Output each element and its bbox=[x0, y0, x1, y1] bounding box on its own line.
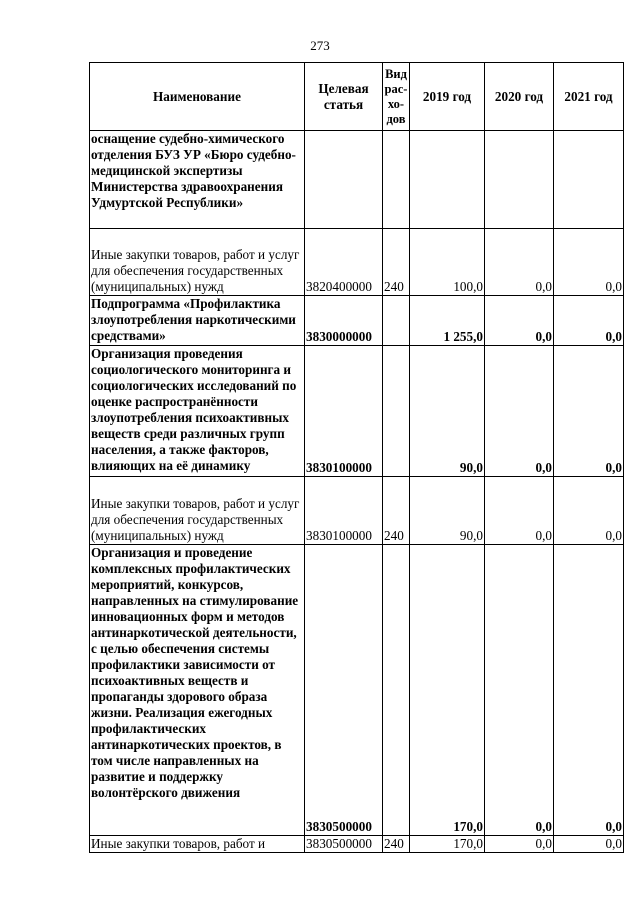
header-code: Целевая статья bbox=[305, 63, 383, 131]
table-header-row bbox=[90, 63, 624, 131]
row-2021: 0,0 bbox=[554, 545, 624, 836]
row-name: Подпрограмма «Профилактика злоупотребления наркотическими средствами» bbox=[90, 296, 305, 346]
table-row bbox=[90, 229, 624, 296]
header-2021: 2021 год bbox=[554, 63, 624, 131]
row-name: оснащение судебно-химического отделения БУЗ УР «Бюро судебно-медицинской экспертизы Министерства здравоохранения Удмуртской Республики» bbox=[90, 131, 305, 229]
row-code: 3830000000 bbox=[305, 296, 383, 346]
row-code: 3820400000 bbox=[305, 229, 383, 296]
table-row bbox=[90, 836, 624, 853]
row-2020: 0,0 bbox=[485, 346, 554, 477]
budget-table bbox=[89, 62, 624, 853]
header-2020: 2020 год bbox=[485, 63, 554, 131]
row-vr bbox=[383, 131, 410, 229]
row-code: 3830100000 bbox=[305, 346, 383, 477]
row-vr: 240 bbox=[383, 229, 410, 296]
row-2020: 0,0 bbox=[485, 296, 554, 346]
row-2019: 100,0 bbox=[410, 229, 485, 296]
row-code: 3830100000 bbox=[305, 477, 383, 545]
header-vid: Вид рас-хо-дов bbox=[383, 63, 410, 131]
row-2021: 0,0 bbox=[554, 836, 624, 853]
row-2021: 0,0 bbox=[554, 346, 624, 477]
row-vr: 240 bbox=[383, 836, 410, 853]
row-name: Иные закупки товаров, работ и услуг для обеспечения государственных (муниципальных) нужд bbox=[90, 477, 305, 545]
table-row bbox=[90, 477, 624, 545]
row-vr: 240 bbox=[383, 477, 410, 545]
row-vr bbox=[383, 545, 410, 836]
row-name: Иные закупки товаров, работ и bbox=[90, 836, 305, 853]
row-2020: 0,0 bbox=[485, 229, 554, 296]
row-2020: 0,0 bbox=[485, 836, 554, 853]
row-2021 bbox=[554, 131, 624, 229]
row-code bbox=[305, 131, 383, 229]
row-2019: 170,0 bbox=[410, 545, 485, 836]
table-row bbox=[90, 296, 624, 346]
row-name: Иные закупки товаров, работ и услуг для обеспечения государственных (муниципальных) нужд bbox=[90, 229, 305, 296]
row-2020 bbox=[485, 131, 554, 229]
row-2019 bbox=[410, 131, 485, 229]
row-2019: 90,0 bbox=[410, 477, 485, 545]
row-2020: 0,0 bbox=[485, 545, 554, 836]
row-code: 3830500000 bbox=[305, 836, 383, 853]
row-2021: 0,0 bbox=[554, 477, 624, 545]
table-row bbox=[90, 131, 624, 229]
row-name: Организация проведения социологического мониторинга и социологических исследований по оценке распространённости злоупотребления психоактивных веществ среди различных групп населения, а также факторов, влияющих на её динамику bbox=[90, 346, 305, 477]
row-2020: 0,0 bbox=[485, 477, 554, 545]
row-2019: 170,0 bbox=[410, 836, 485, 853]
row-code: 3830500000 bbox=[305, 545, 383, 836]
row-vr bbox=[383, 296, 410, 346]
row-name: Организация и проведение комплексных профилактических мероприятий, конкурсов, направленных на стимулирование инновационных форм и методов антинаркотической деятельности, с целью обеспечения системы профилактики зависимости от психоактивных веществ и пропаганды здорового образа жизни. Реализация ежегодных профилактических антинаркотических проектов, в том числе направленных на развитие и поддержку волонтёрского движения bbox=[90, 545, 305, 836]
row-2019: 90,0 bbox=[410, 346, 485, 477]
row-2021: 0,0 bbox=[554, 229, 624, 296]
table-row bbox=[90, 346, 624, 477]
row-vr bbox=[383, 346, 410, 477]
row-2019: 1 255,0 bbox=[410, 296, 485, 346]
page-number: 273 bbox=[310, 38, 330, 53]
header-name: Наименование bbox=[90, 63, 305, 131]
row-2021: 0,0 bbox=[554, 296, 624, 346]
header-2019: 2019 год bbox=[410, 63, 485, 131]
table-row bbox=[90, 545, 624, 836]
